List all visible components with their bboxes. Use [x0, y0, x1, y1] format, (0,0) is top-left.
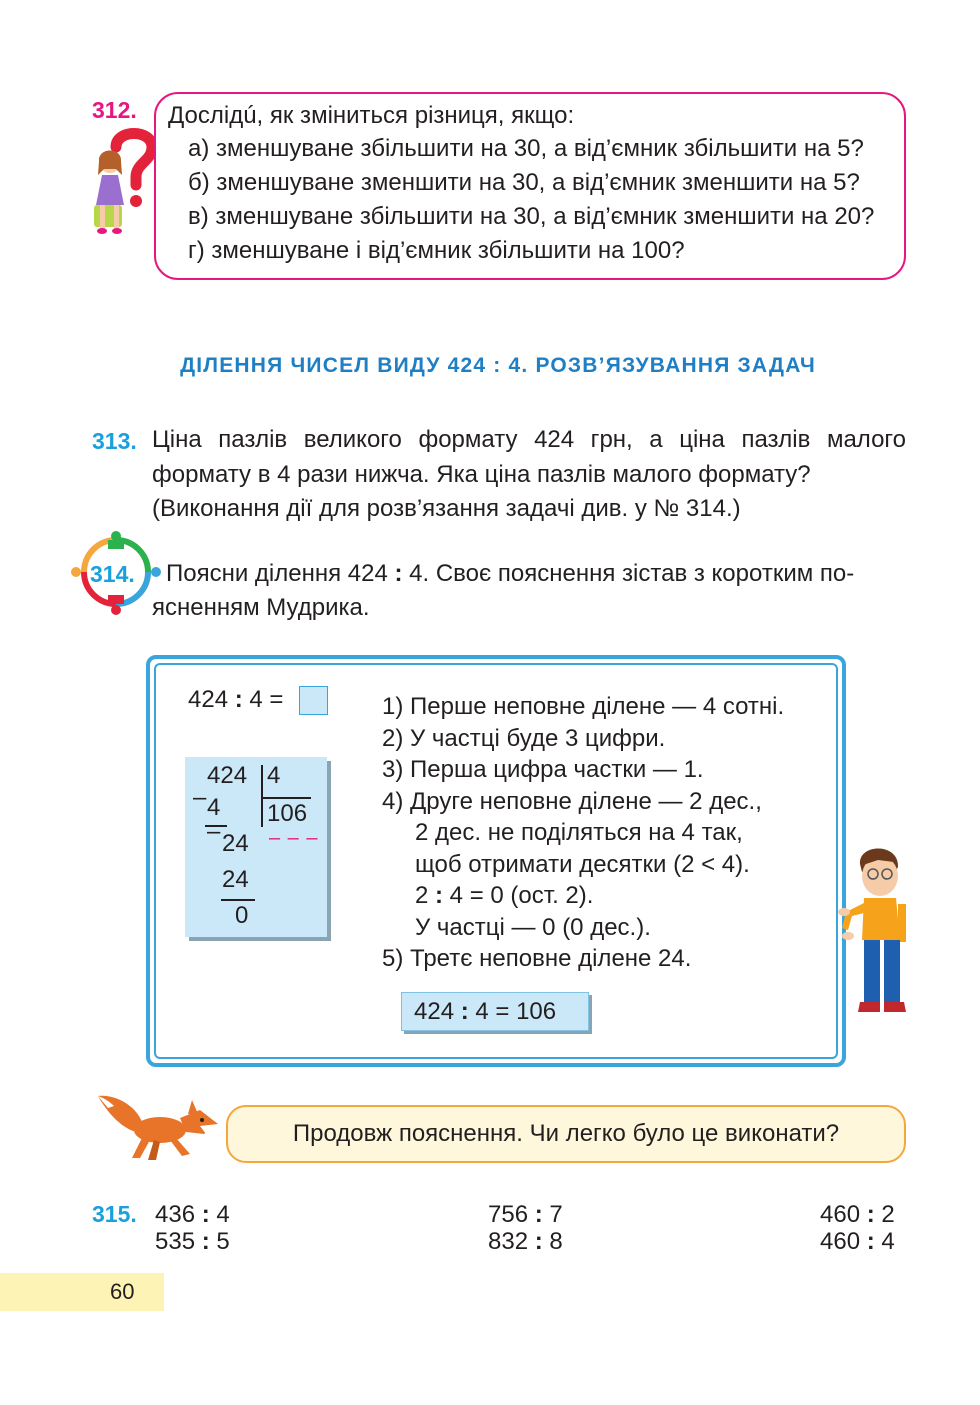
task-313-number: 313. [92, 428, 137, 454]
subtrahend-1: 4 [207, 794, 221, 821]
step-4-line-2: 2 дес. не поділяться на 4 так, [415, 819, 743, 846]
exercise-460-div-2: 460 : 2 [820, 1201, 895, 1228]
exercise-436-div-4: 436 : 4 [155, 1201, 230, 1228]
step-3: 3) Перша цифра частки — 1. [382, 756, 704, 783]
fox-illustration [96, 1092, 220, 1164]
task-314-line-2: ясненням Мудрика. [152, 594, 370, 621]
minus-sign-1: – [193, 784, 207, 811]
section-heading: ДІЛЕННЯ ЧИСЕЛ ВИДУ 424 : 4. РОЗВ’ЯЗУВАННЯ ЗАДАЧ [180, 354, 816, 377]
page-number: 60 [110, 1279, 135, 1304]
step-4-equation: 2 : 4 = 0 (ост. 2). [415, 882, 594, 909]
task-314-line-1: Поясни ділення 424 : 4. Своє пояснення зістав з коротким по- [166, 560, 855, 587]
dividend: 424 [207, 762, 248, 789]
task-312-number: 312. [92, 97, 137, 123]
answer-box[interactable] [299, 686, 328, 715]
exercise-460-div-4: 460 : 4 [820, 1228, 895, 1255]
step-2: 2) У частці буде 3 цифри. [382, 724, 666, 752]
exercise-832-div-8: 832 : 8 [488, 1228, 563, 1255]
girl-thinking-illustration [86, 125, 158, 240]
task-313-line-2: формату в 4 рази нижча. Яка ціна пазлів малого формату? [152, 461, 811, 488]
subtrahend-2: 24 [222, 866, 249, 893]
exercise-756-div-7: 756 : 7 [488, 1201, 563, 1228]
task-312-item-a: а) зменшуване збільшити на 30, а від’ємник збільшити на 5? [188, 135, 864, 162]
explanation-steps [382, 691, 784, 975]
step-4-line-5: У частці — 0 (0 дес.). [415, 913, 651, 941]
equation-424-div-4: 424 : 4 = [188, 686, 284, 713]
result-box: 424 : 4 = 106 [401, 992, 589, 1031]
remainder-1: 24 [222, 830, 249, 857]
task-313-line-1: Ціна пазлів великого формату 424 грн, а ціна пазлів малого [152, 426, 906, 453]
task-312-intro: Дослідú, як зміниться різниця, якщо: [168, 102, 575, 129]
step-1: 1) Перше неповне ділене — 4 сотні. [382, 693, 785, 720]
fox-speech-bubble [226, 1105, 906, 1163]
boy-mudryk-illustration [838, 842, 914, 1018]
step-5: 5) Третє неповне ділене 24. [382, 945, 692, 972]
exercise-535-div-5: 535 : 5 [155, 1228, 230, 1255]
task-312-box [154, 92, 906, 280]
task-312-item-c: в) зменшуване збільшити на 30, а від’ємник зменшити на 20? [188, 203, 875, 230]
placeholder-marks: – – – [269, 827, 319, 849]
task-312-item-b: б) зменшуване зменшити на 30, а від’ємник зменшити на 5? [188, 169, 860, 196]
task-314-number: 314. [90, 561, 135, 587]
task-312-item-d: г) зменшуване і від’ємник збільшити на 100? [188, 237, 685, 264]
step-4: 4) Друге неповне ділене — 2 дес., [382, 787, 762, 815]
remainder-final: 0 [235, 902, 249, 929]
step-4-line-3: щоб отримати десятки (2 < 4). [415, 850, 750, 878]
long-division-card [185, 757, 327, 937]
minus-sign-2: – [207, 818, 221, 845]
quotient: 106 [267, 800, 308, 827]
page-number-strip [0, 1273, 164, 1311]
fox-speech-text: Продовж пояснення. Чи легко було це виконати? [292, 1120, 840, 1147]
task-315-number: 315. [92, 1201, 137, 1227]
task-313-line-3: (Виконання дії для розв’язання задачі див. у № 314.) [152, 495, 741, 522]
divisor: 4 [267, 762, 281, 789]
